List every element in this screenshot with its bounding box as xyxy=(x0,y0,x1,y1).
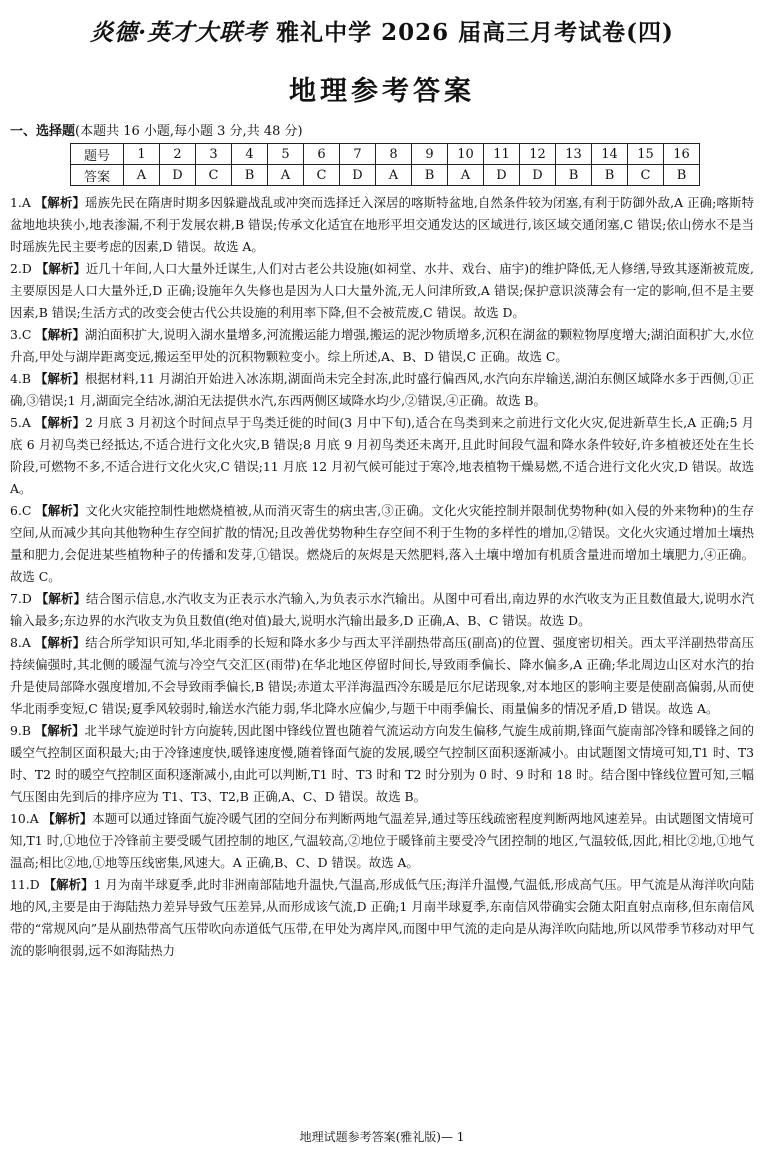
explanation-item xyxy=(10,808,754,874)
question-number-cell: 2 xyxy=(160,144,196,165)
question-number-row xyxy=(71,144,700,165)
answer-cell: B xyxy=(664,165,700,186)
question-number-cell: 14 xyxy=(592,144,628,165)
answer-row xyxy=(71,165,700,186)
explanation-text: 根据材料,11 月湖泊开始进入冰冻期,湖面尚未完全封冻,此时盛行偏西风,水汽向东岸输送,湖泊东侧区域降水多于西侧,①正确,③错误;1 月,湖面完全结冰,湖泊无法提供水汽,东西两侧区域降水均少,②错误,④正确。故选 B。 xyxy=(10,371,754,408)
item-number: 11.D xyxy=(10,877,40,892)
answer-cell: B xyxy=(232,165,268,186)
item-number: 10.A xyxy=(10,811,39,826)
explanation-item xyxy=(10,192,754,258)
question-number-cell: 3 xyxy=(196,144,232,165)
explanation-text: 瑶族先民在隋唐时期多因躲避战乱或冲突而选择迁入深居的喀斯特盆地,自然条件较为闭塞,有利于防御外敌,A 正确;喀斯特盆地地块狭小,地表渗漏,不利于发展农耕,B 错误;传承文化适宜在地形平坦交通发达的区域进行,该区域交通闭塞,C 错误;依山傍水不是当时瑶族先民主要考虑的因素,D 错误。故选 A。 xyxy=(10,195,754,254)
explanation-item xyxy=(10,632,754,720)
explanation-text: 湖泊面积扩大,说明入湖水量增多,河流搬运能力增强,搬运的泥沙物质增多,沉积在湖盆的颗粒物厚度增大;湖泊面积扩大,水位升高,甲处与湖岸距离变远,搬运至甲处的沉积物颗粒变小。综上所述,A、B、D 错误,C 正确。故选 C。 xyxy=(10,327,755,364)
question-number-cell: 11 xyxy=(484,144,520,165)
question-number-cell: 7 xyxy=(340,144,376,165)
exam-brand: 炎德·英才大联考 xyxy=(90,19,268,46)
section-heading xyxy=(10,120,754,139)
analysis-tag: 【解析】 xyxy=(34,415,86,430)
analysis-tag: 【解析】 xyxy=(35,371,86,386)
answer-cell: A xyxy=(268,165,304,186)
explanation-text: 结合图示信息,水汽收支为正表示水汽输入,为负表示水汽输出。从图中可看出,南边界的水汽收支为正且数值最大,说明水汽输入最多;东边界的水汽收支为负且数值(绝对值)最大,说明水汽输出最多,D 正确,A、B、C 错误。故选 D。 xyxy=(10,591,754,628)
answer-cell: C xyxy=(304,165,340,186)
item-number: 5.A xyxy=(10,415,31,430)
answer-cell: A xyxy=(124,165,160,186)
explanation-item xyxy=(10,588,754,632)
analysis-tag: 【解析】 xyxy=(34,635,86,650)
question-number-cell: 16 xyxy=(664,144,700,165)
item-number: 2.D xyxy=(10,261,32,276)
answer-cell: B xyxy=(412,165,448,186)
section-label: 一、选择题 xyxy=(10,124,76,139)
question-number-cell: 5 xyxy=(268,144,304,165)
page-title: 地理参考答案 xyxy=(289,76,475,107)
explanation-item xyxy=(10,412,754,500)
item-number: 8.A xyxy=(10,635,31,650)
page-footer: 地理试题参考答案(雅礼版)— 1 xyxy=(299,1130,465,1144)
item-number: 4.B xyxy=(10,371,31,386)
analysis-tag: 【解析】 xyxy=(43,877,94,892)
analysis-tag: 【解析】 xyxy=(35,327,85,342)
explanation-text: 本题可以通过锋面气旋冷暖气团的空间分布判断两地气温差异,通过等压线疏密程度判断两地风速差异。由试题图文情境可知,T1 时,①地位于冷锋前主要受暖气团控制的地区,气温较高,②地位于暖锋前主要受冷气团控制的地区,气温较低,因此,相比②地,①地气温高;相比②地,①地等压线密集,风速大。A 正确,B、C、D 错误。故选 A。 xyxy=(10,811,754,870)
explanation-text: 2 月底 3 月初这个时间点早于鸟类迁徙的时间(3 月中下旬),适合在鸟类到来之前进行文化火灾,促进新草生长,A 正确;5 月底 6 月初鸟类已经抵达,不适合进行文化火灾,B 错误;8 月底 9 月初鸟类还未离开,且此时间段气温和降水条件较好,许多植被还处在生长阶段,可燃物不多,不适合进行文化火灾,C 错误;11 月底 12 月初气候可能过于寒冷,地表植物干燥易燃,不适合进行文化火灾,D 错误。故选 A。 xyxy=(10,415,754,496)
explanation-item xyxy=(10,258,754,324)
answer-cell: A xyxy=(376,165,412,186)
analysis-tag: 【解析】 xyxy=(35,591,86,606)
answer-cell: B xyxy=(556,165,592,186)
explanation-text: 结合所学知识可知,华北雨季的长短和降水多少与西太平洋副热带高压(副高)的位置、强度密切相关。西太平洋副热带高压持续偏强时,其北侧的暖湿气流与冷空气交汇区(雨带)在华北地区停留时间长,导致雨季偏长、降水偏多,A 正确;华北周边山区对水汽的抬升是使局部降水强度增加,不会导致雨季偏长,B 错误;赤道太平洋海温西冷东暖是厄尔尼诺现象,对本地区的影响主要是使副高偏弱,从而使华北雨季变短,C 错误;夏季风较弱时,输送水汽能力弱,华北降水应偏少,与题干中雨季偏长、雨量偏多的情况矛盾,D 错误。故选 A。 xyxy=(10,635,754,716)
question-number-header: 题号 xyxy=(71,144,124,165)
answer-cell: A xyxy=(448,165,484,186)
question-number-cell: 9 xyxy=(412,144,448,165)
analysis-tag: 【解析】 xyxy=(35,503,86,518)
item-number: 1.A xyxy=(10,195,31,210)
item-number: 6.C xyxy=(10,503,32,518)
item-number: 9.B xyxy=(10,723,31,738)
answer-cell: C xyxy=(196,165,232,186)
question-number-cell: 12 xyxy=(520,144,556,165)
explanation-text: 1 月为南半球夏季,此时非洲南部陆地升温快,气温高,形成低气压;海洋升温慢,气温低,形成高气压。甲气流是从海洋吹向陆地的风,主要是由于海陆热力差异导致气压差异,从而形成该气流,D 正确;1 月南半球夏季,东南信风带确实会随太阳直射点南移,但东南信风带的“常规风向”是从副热带高气压带吹向赤道低气压带,在甲处为离岸风,而图中甲气流的走向是从海洋吹向陆地,所以风带季节移动对甲气流的影响很弱,远不如海陆热力 xyxy=(10,877,754,958)
question-number-cell: 13 xyxy=(556,144,592,165)
question-number-cell: 4 xyxy=(232,144,268,165)
answer-cell: B xyxy=(592,165,628,186)
explanation-item xyxy=(10,324,754,368)
answer-cell: C xyxy=(628,165,664,186)
section-note: (本题共 16 小题,每小题 3 分,共 48 分) xyxy=(75,124,303,139)
explanation-item xyxy=(10,500,754,588)
exam-header xyxy=(10,0,754,47)
explanation-text: 北半球气旋逆时针方向旋转,因此图中锋线位置也随着气流运动方向发生偏移,气旋生成前期,锋面气旋南部冷锋和暖锋之间的暖空气控制区面积最大;由于冷锋速度快,暖锋速度慢,随着锋面气旋的发展,暖空气控制区面积逐渐减小。由试题图文情境可知,T1 时、T3 时、T2 时的暖空气控制区面积逐渐减小,由此可以判断,T1 时、T3 时和 T2 时分别为 0 时、9 时和 18 时。结合图中锋线位置可知,三幅气压图由先到后的排序应为 T1、T3、T2,B 正确,A、C、D 错误。故选 B。 xyxy=(10,723,754,804)
question-number-cell: 10 xyxy=(448,144,484,165)
question-number-cell: 6 xyxy=(304,144,340,165)
answer-header: 答案 xyxy=(71,165,124,186)
explanation-item xyxy=(10,874,754,962)
question-number-cell: 1 xyxy=(124,144,160,165)
analysis-tag: 【解析】 xyxy=(42,811,93,826)
explanation-list xyxy=(10,192,754,962)
analysis-tag: 【解析】 xyxy=(35,261,86,276)
question-number-cell: 8 xyxy=(376,144,412,165)
item-number: 3.C xyxy=(10,327,32,342)
item-number: 7.D xyxy=(10,591,32,606)
explanation-item xyxy=(10,720,754,808)
question-number-cell: 15 xyxy=(628,144,664,165)
analysis-tag: 【解析】 xyxy=(34,723,85,738)
explanation-text: 近几十年间,人口大量外迁谋生,人们对古老公共设施(如祠堂、水井、戏台、庙宇)的维护降低,无人修缮,导致其逐渐被荒废,主要原因是人口大量外迁,D 正确;设施年久失修也是因为人口大量外流,无人问津所致,A 错误;保护意识淡薄会有一定的影响,但不是主要因素,B 错误;生活方式的改变会使古代公共设施的利用率下降,但不会被荒废,C 错误。故选 D。 xyxy=(10,261,754,320)
exam-series-title: 雅礼中学 2026 届高三月考试卷(四) xyxy=(276,19,674,46)
analysis-tag: 【解析】 xyxy=(34,195,86,210)
answer-table xyxy=(70,143,700,186)
answer-cell: D xyxy=(160,165,196,186)
explanation-item xyxy=(10,368,754,412)
answer-cell: D xyxy=(484,165,520,186)
explanation-text: 文化火灾能控制性地燃烧植被,从而消灭寄生的病虫害,③正确。文化火灾能控制并限制优势物种(如入侵的外来物种)的生存空间,从而减少其向其他物种生存空间扩散的情况;且改善优势物种生存空间不利于生物的多样性的增加,②错误。文化火灾通过增加土壤热量和肥力,会促进某些植物种子的传播和发芽,①错误。燃烧后的灰烬是天然肥料,落入土壤中增加有机质含量进而增加土壤肥力,④正确。故选 C。 xyxy=(10,503,754,584)
answer-cell: D xyxy=(520,165,556,186)
answer-cell: D xyxy=(340,165,376,186)
